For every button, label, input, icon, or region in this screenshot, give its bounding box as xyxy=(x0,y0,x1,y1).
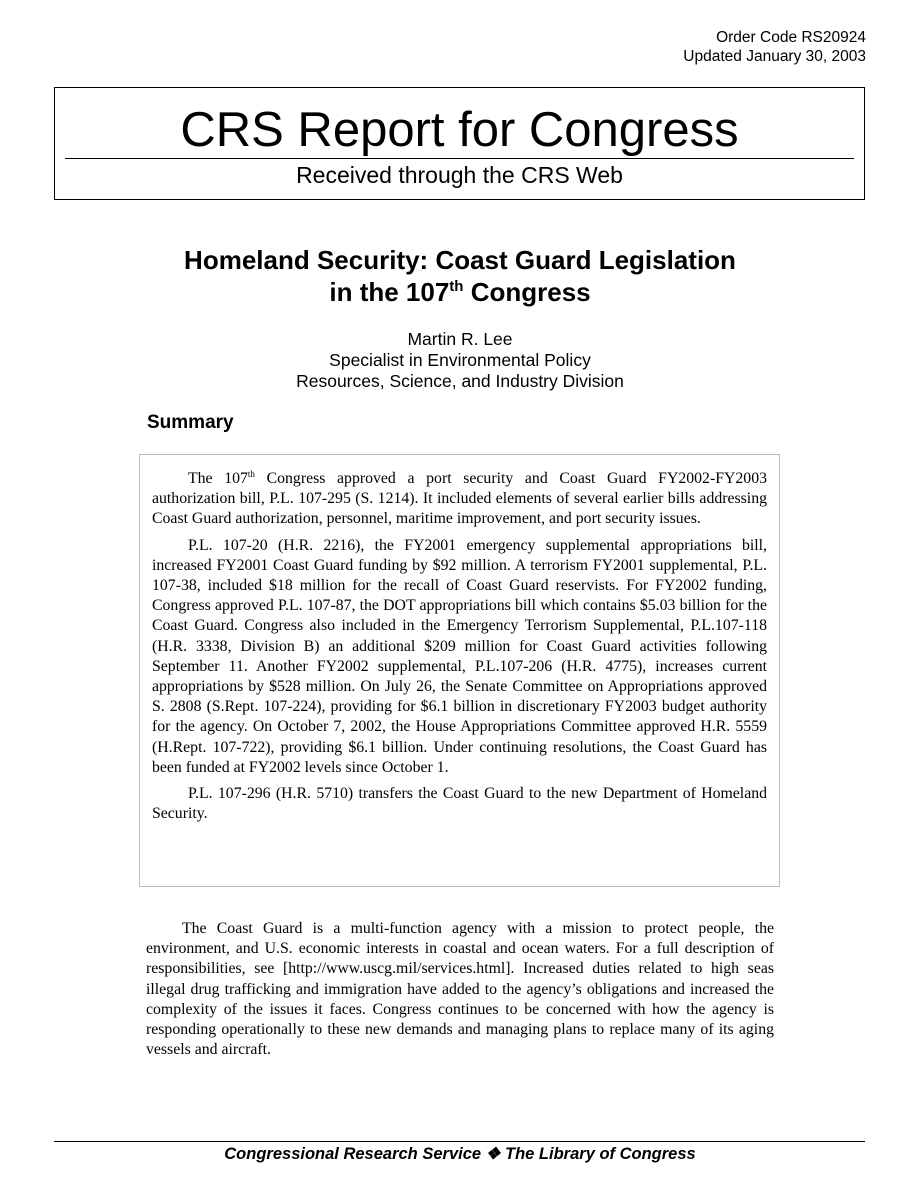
banner-divider xyxy=(65,158,854,159)
banner-title: CRS Report for Congress xyxy=(180,103,739,157)
title-line-1: Homeland Security: Coast Guard Legislation xyxy=(184,245,736,275)
summary-paragraph-2: P.L. 107-20 (H.R. 2216), the FY2001 emergency supplemental appropriations bill, increased FY2001 Coast Guard funding by $92 million. A terrorism FY2001 supplemental, P.L. 107-38, included $18 million for the recall of Coast Guard reservists. For FY2002 funding, Congress approved P.L. 107-87, the DOT appropriations bill which contains $5.03 billion for the Coast Guard. Congress also included in the Emergency Terrorism Supplemental, P.L.107-118 (H.R. 3338, Division B) an additional $209 million for Coast Guard activities following September 11. Another FY2002 supplemental, P.L.107-206 (H.R. 4775), increases current appropriations by $528 million. On July 26, the Senate Committee on Appropriations approved S. 2808 (S.Rept. 107-224), providing for $6.1 billion in discretionary FY2003 budget authority for the agency. On October 7, 2002, the House Appropriations Committee approved H.R. 5559 (H.Rept. 107-722), providing $6.1 billion. Under continuing resolutions, the Coast Guard has been funded at FY2002 levels since October 1. xyxy=(152,536,767,776)
banner-subtitle: Received through the CRS Web xyxy=(296,162,623,188)
body-paragraph-1: The Coast Guard is a multi-function agency with a mission to protect people, the environment, and U.S. economic interests in coastal and ocean waters. For a full description of responsibilities, see [http://www.uscg.mil/services.html]. Increased duties related to high seas illegal drug trafficking and immigration have added to the agency’s obligations and increased the complexity of the issues it faces. Congress continues to be concerned with how the agency is responding operationally to these new demands and managing plans to replace many of its aging vessels and aircraft. xyxy=(146,920,774,1059)
author-block xyxy=(0,329,920,392)
summary-heading: Summary xyxy=(147,412,234,433)
author-division: Resources, Science, and Industry Division xyxy=(296,371,624,391)
order-info xyxy=(683,28,866,66)
summary-paragraph-1: The 107th Congress approved a port security and Coast Guard FY2002-FY2003 authorization bill, P.L. 107-295 (S. 1214). It included elements of several earlier bills addressing Coast Guard authorization, personnel, maritime improvement, and port security issues. xyxy=(152,469,767,528)
document-title xyxy=(0,244,920,308)
summary-box xyxy=(139,454,780,887)
updated-date: Updated January 30, 2003 xyxy=(683,48,866,65)
footer: Congressional Research Service ❖ The Library of Congress xyxy=(224,1145,696,1163)
body-text xyxy=(146,919,774,1060)
report-banner xyxy=(54,87,865,200)
summary-paragraph-3: P.L. 107-296 (H.R. 5710) transfers the Coast Guard to the new Department of Homeland Security. xyxy=(152,785,767,823)
author-position: Specialist in Environmental Policy xyxy=(329,350,591,370)
order-code: Order Code RS20924 xyxy=(716,29,866,46)
title-line-2: in the 107th Congress xyxy=(329,277,591,307)
footer-divider xyxy=(54,1141,865,1142)
author-name: Martin R. Lee xyxy=(407,329,513,349)
